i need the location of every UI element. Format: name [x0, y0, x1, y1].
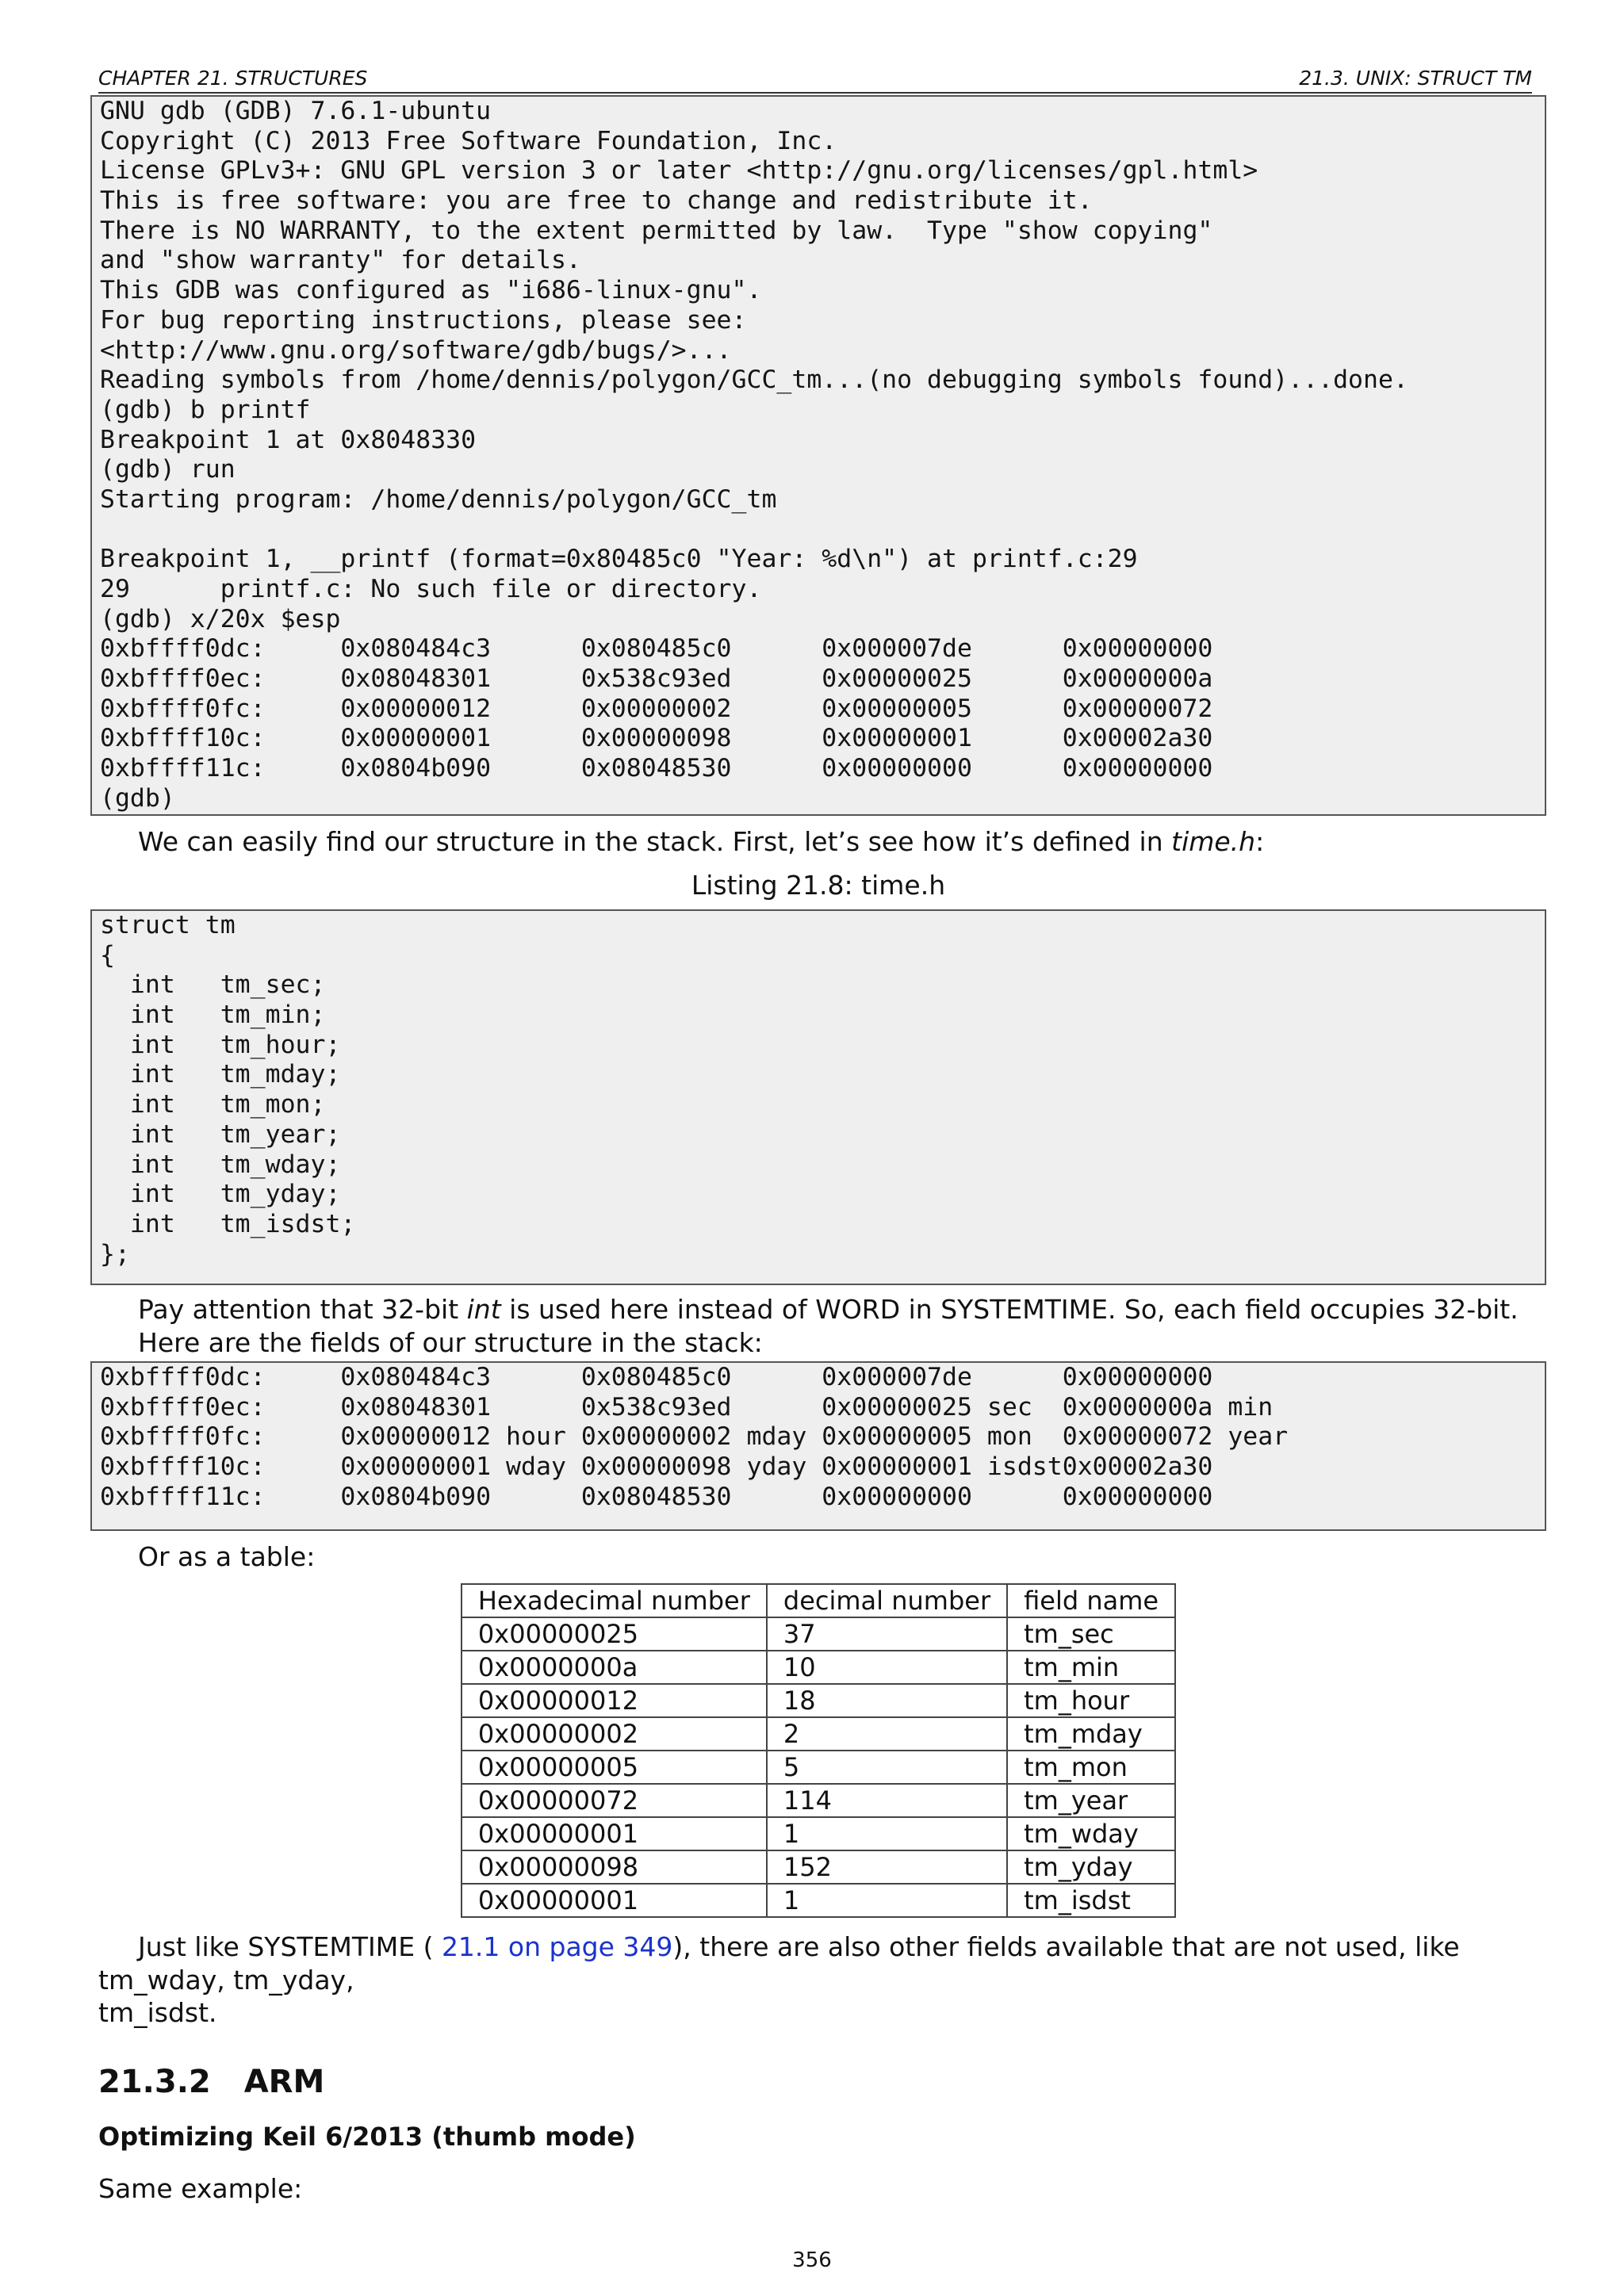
gdb-output-line: Copyright (C) 2013 Free Software Foundation, Inc.: [100, 126, 837, 155]
paragraph-find-structure: We can easily find our structure in the stack. First, let’s see how it’s defined in time.h:: [138, 826, 1265, 857]
gdb-output-line: and "show warranty" for details.: [100, 246, 581, 275]
cell-decimal: 152: [767, 1850, 1007, 1884]
cell-decimal: 1: [767, 1884, 1007, 1917]
paragraph-systemtime-note: Just like SYSTEMTIME ( 21.1 on page 349), there are also other fields available that are not used, like tm_wday, tm_yday,: [98, 1931, 1460, 1996]
code-line: int tm_sec;: [100, 970, 326, 1000]
code-line: {: [100, 940, 115, 970]
paragraph-fields-intro: Here are the fields of our structure in the stack:: [138, 1327, 763, 1358]
gdb-output-line: For bug reporting instructions, please see:: [100, 305, 747, 335]
cell-hex: 0x00000001: [462, 1884, 767, 1917]
code-line: int tm_yday;: [100, 1180, 341, 1209]
section-heading: [98, 2062, 1538, 2102]
table-row: [462, 1717, 1175, 1751]
table-row: [462, 1751, 1175, 1784]
cell-hex: 0x00000025: [462, 1617, 767, 1651]
gdb-output-line: (gdb) run: [100, 455, 236, 484]
listing-caption: Listing 21.8: time.h: [691, 870, 946, 901]
table-row: [462, 1684, 1175, 1717]
cell-hex: 0x00000001: [462, 1817, 767, 1850]
code-line: int tm_mon;: [100, 1090, 326, 1119]
code-line: int tm_hour;: [100, 1030, 341, 1059]
table-header-row: [462, 1584, 1175, 1617]
code-line: struct tm: [100, 911, 236, 939]
code-line: int tm_mday;: [100, 1060, 341, 1089]
gdb-output-line: License GPLv3+: GNU GPL version 3 or later <http://gnu.org/licenses/gpl.html>: [100, 156, 1258, 186]
gdb-output-line: 0xbffff10c: 0x00000001 0x00000098 0x00000001 0x00002a30: [100, 724, 1213, 753]
gdb-session-listing: [90, 95, 1546, 816]
cell-decimal: 37: [767, 1617, 1007, 1651]
cell-field-name: tm_year: [1007, 1784, 1175, 1817]
gdb-output-line: Starting program: /home/dennis/polygon/GCC_tm: [100, 484, 777, 514]
gdb-output-line: 0xbffff0fc: 0x00000012 0x00000002 0x00000005 0x00000072: [100, 694, 1213, 723]
cell-decimal: 2: [767, 1717, 1007, 1751]
table-row: [462, 1817, 1175, 1850]
cell-hex: 0x00000072: [462, 1784, 767, 1817]
cell-field-name: tm_min: [1007, 1651, 1175, 1684]
gdb-output-line: 29 printf.c: No such file or directory.: [100, 575, 762, 603]
cell-hex: 0x00000012: [462, 1684, 767, 1717]
cell-field-name: tm_mon: [1007, 1751, 1175, 1784]
page-number: 356: [792, 2248, 832, 2272]
table-row: [462, 1884, 1175, 1917]
page-body: [98, 67, 1538, 2205]
table-row: [462, 1850, 1175, 1884]
cell-decimal: 1: [767, 1817, 1007, 1850]
gdb-output-line: 0xbffff0ec: 0x08048301 0x538c93ed 0x00000025 0x0000000a: [100, 664, 1213, 694]
code-line: };: [100, 1239, 130, 1269]
code-line: int tm_wday;: [100, 1150, 341, 1179]
gdb-output-line: [100, 515, 1537, 545]
code-line: int tm_isdst;: [100, 1209, 356, 1238]
stack-dump-line: 0xbffff10c: 0x00000001 wday 0x00000098 yday 0x00000001 isdst0x00002a30: [100, 1452, 1213, 1482]
cell-field-name: tm_isdst: [1007, 1884, 1175, 1917]
cell-field-name: tm_wday: [1007, 1817, 1175, 1850]
paragraph-table-intro: Or as a table:: [138, 1541, 316, 1572]
gdb-output-line: (gdb) x/20x $esp: [100, 604, 341, 633]
paragraph-int-note: Pay attention that 32-bit int is used here instead of WORD in SYSTEMTIME. So, each field occupies 32-bit.: [138, 1294, 1519, 1325]
column-header-decimal: decimal number: [767, 1584, 1007, 1617]
stack-dump-line: 0xbffff11c: 0x0804b090 0x08048530 0x00000000 0x00000000: [100, 1482, 1213, 1511]
table-row: [462, 1784, 1175, 1817]
struct-tm-listing: [90, 909, 1546, 1285]
gdb-output-line: Breakpoint 1 at 0x8048330: [100, 425, 477, 454]
cell-decimal: 5: [767, 1751, 1007, 1784]
stack-dump-line: 0xbffff0ec: 0x08048301 0x538c93ed 0x00000025 sec 0x0000000a min: [100, 1392, 1274, 1422]
code-line: int tm_min;: [100, 1001, 326, 1030]
stack-dump-line: 0xbffff0fc: 0x00000012 hour 0x00000002 mday 0x00000005 mon 0x00000072 year: [100, 1422, 1289, 1452]
cell-decimal: 114: [767, 1784, 1007, 1817]
gdb-output-line: <http://www.gnu.org/software/gdb/bugs/>...: [100, 335, 732, 365]
gdb-output-line: (gdb) b printf: [100, 395, 311, 424]
cell-hex: 0x0000000a: [462, 1651, 767, 1684]
gdb-output-line: This is free software: you are free to change and redistribute it.: [100, 186, 1093, 216]
cell-hex: 0x00000098: [462, 1850, 767, 1884]
tm-fields-table: [461, 1583, 1176, 1918]
cell-field-name: tm_yday: [1007, 1850, 1175, 1884]
cell-field-name: tm_hour: [1007, 1684, 1175, 1717]
cell-hex: 0x00000005: [462, 1751, 767, 1784]
cell-decimal: 18: [767, 1684, 1007, 1717]
gdb-output-line: GNU gdb (GDB) 7.6.1-ubuntu: [100, 97, 492, 125]
running-header: [98, 67, 1532, 94]
page-reference-link[interactable]: 21.1 on page 349: [441, 1931, 673, 1962]
gdb-output-line: (gdb): [100, 783, 175, 813]
column-header-field: field name: [1007, 1584, 1175, 1617]
gdb-output-line: There is NO WARRANTY, to the extent permitted by law. Type "show copying": [100, 216, 1213, 245]
header-section: 21.3. UNIX: STRUCT TM: [1299, 67, 1532, 90]
table-row: [462, 1617, 1175, 1651]
cell-field-name: tm_sec: [1007, 1617, 1175, 1651]
stack-dump-line: 0xbffff0dc: 0x080484c3 0x080485c0 0x000007de 0x00000000: [100, 1363, 1213, 1391]
gdb-output-line: This GDB was configured as "i686-linux-gnu".: [100, 276, 762, 305]
section-number: 21.3.2: [98, 2064, 211, 2100]
table-row: [462, 1651, 1175, 1684]
code-line: int tm_year;: [100, 1119, 341, 1149]
subsection-heading: Optimizing Keil 6/2013 (thumb mode): [98, 2122, 636, 2152]
annotated-stack-listing: [90, 1361, 1546, 1531]
gdb-output-line: Reading symbols from /home/dennis/polygon/GCC_tm...(no debugging symbols found)...done.: [100, 365, 1408, 395]
cell-decimal: 10: [767, 1651, 1007, 1684]
paragraph-systemtime-note-continued: tm_isdst.: [98, 1997, 217, 2028]
header-chapter: CHAPTER 21. STRUCTURES: [98, 67, 368, 90]
cell-field-name: tm_mday: [1007, 1717, 1175, 1751]
section-title: ARM: [243, 2064, 325, 2100]
gdb-output-line: 0xbffff11c: 0x0804b090 0x08048530 0x00000000 0x00000000: [100, 754, 1213, 783]
paragraph-same-example: Same example:: [98, 2173, 303, 2204]
gdb-output-line: 0xbffff0dc: 0x080484c3 0x080485c0 0x000007de 0x00000000: [100, 634, 1213, 664]
column-header-hex: Hexadecimal number: [462, 1584, 767, 1617]
cell-hex: 0x00000002: [462, 1717, 767, 1751]
gdb-output-line: Breakpoint 1, __printf (format=0x80485c0 "Year: %d\n") at printf.c:29: [100, 545, 1138, 574]
